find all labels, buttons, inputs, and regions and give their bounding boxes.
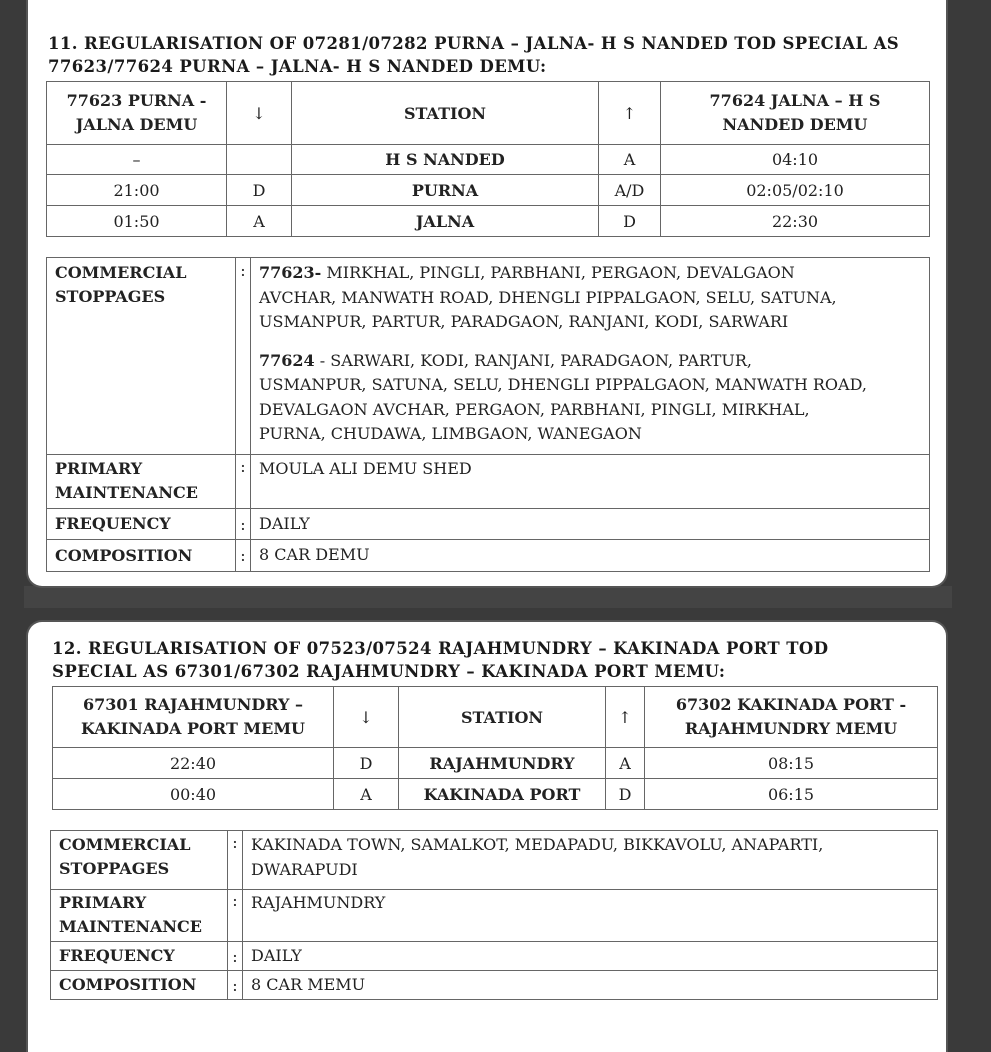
composition-value: 8 CAR DEMU	[251, 540, 930, 572]
primary-maintenance-row: PRIMARY MAINTENANCE : MOULA ALI DEMU SHED	[47, 455, 930, 509]
frequency-row: FREQUENCY : DAILY	[51, 942, 938, 971]
section-11-heading: 11. REGULARISATION OF 07281/07282 PURNA – JALNA- H S NANDED TOD SPECIAL AS 77623/77624 PURNA – JALNA- H S NANDED DEMU:	[48, 34, 900, 76]
down-arrow-icon: ↓	[227, 82, 292, 145]
maintenance-value: MOULA ALI DEMU SHED	[251, 455, 930, 509]
card-divider	[24, 586, 952, 608]
up-arrow-icon: ↑	[606, 687, 645, 748]
composition-row: COMPOSITION : 8 CAR DEMU	[47, 540, 930, 572]
frequency-value: DAILY	[251, 509, 930, 540]
table-row: 01:50 A JALNA D 22:30	[47, 206, 930, 237]
section-11-card	[28, 0, 946, 586]
section-11-timetable	[46, 81, 930, 237]
section-12-info-table	[50, 830, 938, 1000]
frequency-value: DAILY	[243, 942, 938, 971]
stoppages-label: COMMERCIAL STOPPAGES	[51, 831, 228, 890]
table-row: 00:40 A KAKINADA PORT D 06:15	[53, 779, 938, 810]
stoppages-value: 77623- MIRKHAL, PINGLI, PARBHANI, PERGAON, DEVALGAON AVCHAR, MANWATH ROAD, DHENGLI PIPPALGAON, SELU, SATUNA, USMANPUR, PARTUR, PARADGAON, RANJANI, KODI, SARWARI 77624 - SARWARI, KODI, RANJANI, PARADGAON, PARTUR, USMANPUR, SATUNA, SELU, DHENGLI PIPPALGAON, MANWATH ROAD, DEVALGAON AVCHAR, PERGAON, PARBHANI, PINGLI, MIRKHAL, PURNA, CHUDAWA, LIMBGAON, WANEGAON	[251, 258, 930, 455]
section-11-info-table	[46, 257, 930, 572]
up-arrow-icon: ↑	[599, 82, 661, 145]
maintenance-label: PRIMARY MAINTENANCE	[47, 455, 236, 509]
table-row: – H S NANDED A 04:10	[47, 145, 930, 175]
section-12-card	[28, 622, 946, 1052]
primary-maintenance-row: PRIMARY MAINTENANCE : RAJAHMUNDRY	[51, 890, 938, 942]
frequency-row: FREQUENCY : DAILY	[47, 509, 930, 540]
header-station: STATION	[399, 687, 606, 748]
stoppages-value: KAKINADA TOWN, SAMALKOT, MEDAPADU, BIKKAVOLU, ANAPARTI, DWARAPUDI	[243, 831, 938, 890]
table-row: 21:00 D PURNA A/D 02:05/02:10	[47, 175, 930, 206]
header-train-up: 77624 JALNA – H S NANDED DEMU	[661, 82, 930, 145]
header-station: STATION	[292, 82, 599, 145]
composition-row: COMPOSITION : 8 CAR MEMU	[51, 971, 938, 1000]
down-arrow-icon: ↓	[334, 687, 399, 748]
composition-value: 8 CAR MEMU	[243, 971, 938, 1000]
header-train-down: 67301 RAJAHMUNDRY – KAKINADA PORT MEMU	[53, 687, 334, 748]
header-train-up: 67302 KAKINADA PORT - RAJAHMUNDRY MEMU	[645, 687, 938, 748]
stoppages-label: COMMERCIAL STOPPAGES	[47, 258, 236, 455]
maintenance-label: PRIMARY MAINTENANCE	[51, 890, 228, 942]
header-train-down: 77623 PURNA - JALNA DEMU	[47, 82, 227, 145]
table-row: 22:40 D RAJAHMUNDRY A 08:15	[53, 748, 938, 779]
section-12-heading: 12. REGULARISATION OF 07523/07524 RAJAHMUNDRY – KAKINADA PORT TOD SPECIAL AS 67301/67302 RAJAHMUNDRY – KAKINADA PORT MEMU:	[52, 639, 829, 681]
maintenance-value: RAJAHMUNDRY	[243, 890, 938, 942]
commercial-stoppages-row: COMMERCIAL STOPPAGES : KAKINADA TOWN, SAMALKOT, MEDAPADU, BIKKAVOLU, ANAPARTI, DWARAPUDI	[51, 831, 938, 890]
commercial-stoppages-row: COMMERCIAL STOPPAGES : 77623- MIRKHAL, PINGLI, PARBHANI, PERGAON, DEVALGAON AVCHAR, MANWATH ROAD, DHENGLI PIPPALGAON, SELU, SATUNA, USMANPUR, PARTUR, PARADGAON, RANJANI, KODI, SARWARI 77624 - SARWARI, KODI, RANJANI, PARADGAON, PARTUR, USMANPUR, SATUNA, SELU, DHENGLI PIPPALGAON, MANWATH ROAD, DEVALGAON AVCHAR, PERGAON, PARBHANI, PINGLI, MIRKHAL, PURNA, CHUDAWA, LIMBGAON, WANEGAON	[47, 258, 930, 455]
section-12-timetable	[52, 686, 938, 810]
